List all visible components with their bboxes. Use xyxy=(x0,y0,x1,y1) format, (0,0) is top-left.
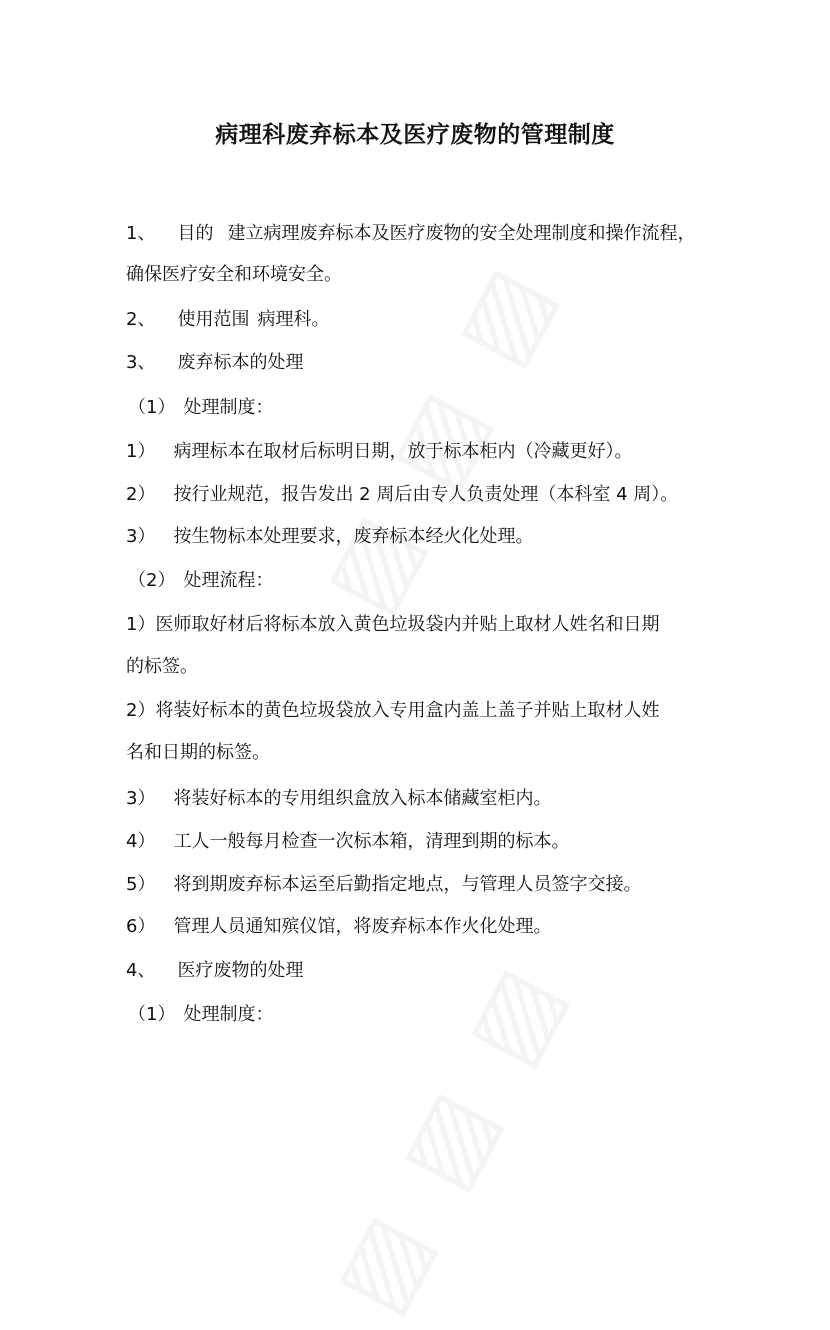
list-item xyxy=(126,829,569,855)
subsection-number: （2） xyxy=(128,570,176,591)
paragraph-line xyxy=(126,740,270,766)
line-text: 处理制度： xyxy=(183,1004,274,1025)
item-number: 3） xyxy=(126,526,156,547)
paragraph-line xyxy=(126,262,342,288)
line-text: 名和日期的标签。 xyxy=(126,742,270,763)
line-text: 病理科。 xyxy=(257,309,330,330)
section-label: 目的 xyxy=(177,223,214,244)
line-text: 管理人员通知殡仪馆，将废弃标本作火化处理。 xyxy=(173,916,552,937)
item-number: 2） xyxy=(126,484,156,505)
section-number: 3、 xyxy=(126,352,156,373)
section-number: 2、 xyxy=(126,309,156,330)
item-number: 2） xyxy=(126,700,156,721)
line-text: 病理标本在取材后标明日期，放于标本柜内（冷藏更好）。 xyxy=(173,441,633,462)
line-text: 将装好标本的黄色垃圾袋放入专用盒内盖上盖子并贴上取材人姓 xyxy=(155,700,660,721)
section-number: 1、 xyxy=(126,223,156,244)
document-title: 病理科废弃标本及医疗废物的管理制度 xyxy=(215,122,615,148)
line-text: 将到期废弃标本运至后勤指定地点，与管理人员签字交接。 xyxy=(173,874,642,895)
line-text: 处理制度： xyxy=(183,397,274,418)
section-number: 4、 xyxy=(126,960,156,981)
section-line xyxy=(126,958,303,984)
subsection-number: （1） xyxy=(128,1004,176,1025)
line-text: 处理流程： xyxy=(183,570,274,591)
item-number: 6） xyxy=(126,916,156,937)
list-item xyxy=(126,914,551,940)
line-text: 按行业规范，报告发出 2 周后由专人负责处理（本科室 4 周）。 xyxy=(173,484,679,505)
line-text: 医师取好材后将标本放入黄色垃圾袋内并贴上取材人姓名和日期 xyxy=(155,614,660,635)
line-text: 将装好标本的专用组织盒放入标本储藏室柜内。 xyxy=(173,788,552,809)
list-item xyxy=(126,524,533,550)
section-line xyxy=(126,221,695,247)
list-item xyxy=(126,698,659,724)
line-text: 的标签。 xyxy=(126,656,198,677)
item-number: 1） xyxy=(126,614,156,635)
line-text: 医疗废物的处理 xyxy=(177,960,304,981)
line-text: 工人一般每月检查一次标本箱，清理到期的标本。 xyxy=(173,831,570,852)
line-text: 废弃标本的处理 xyxy=(177,352,304,373)
line-text: 确保医疗安全和环境安全。 xyxy=(126,264,342,285)
watermark xyxy=(301,242,578,629)
item-number: 3） xyxy=(126,788,156,809)
section-line xyxy=(126,350,303,376)
item-number: 5） xyxy=(126,874,156,895)
list-item xyxy=(126,612,659,638)
item-number: 4） xyxy=(126,831,156,852)
section-label: 使用范围 xyxy=(177,309,250,330)
item-number: 1） xyxy=(126,441,156,462)
section-line xyxy=(126,307,329,333)
line-text: 建立病理废弃标本及医疗废物的安全处理制度和操作流程， xyxy=(227,223,696,244)
list-item xyxy=(126,786,551,812)
subsection-line xyxy=(128,1002,273,1028)
subsection-line xyxy=(128,395,273,421)
paragraph-line xyxy=(126,654,198,680)
list-item xyxy=(126,872,641,898)
subsection-number: （1） xyxy=(128,397,176,418)
watermark xyxy=(311,942,588,1329)
list-item xyxy=(126,482,678,508)
list-item xyxy=(126,439,632,465)
subsection-line xyxy=(128,568,273,594)
line-text: 按生物标本处理要求，废弃标本经火化处理。 xyxy=(173,526,534,547)
